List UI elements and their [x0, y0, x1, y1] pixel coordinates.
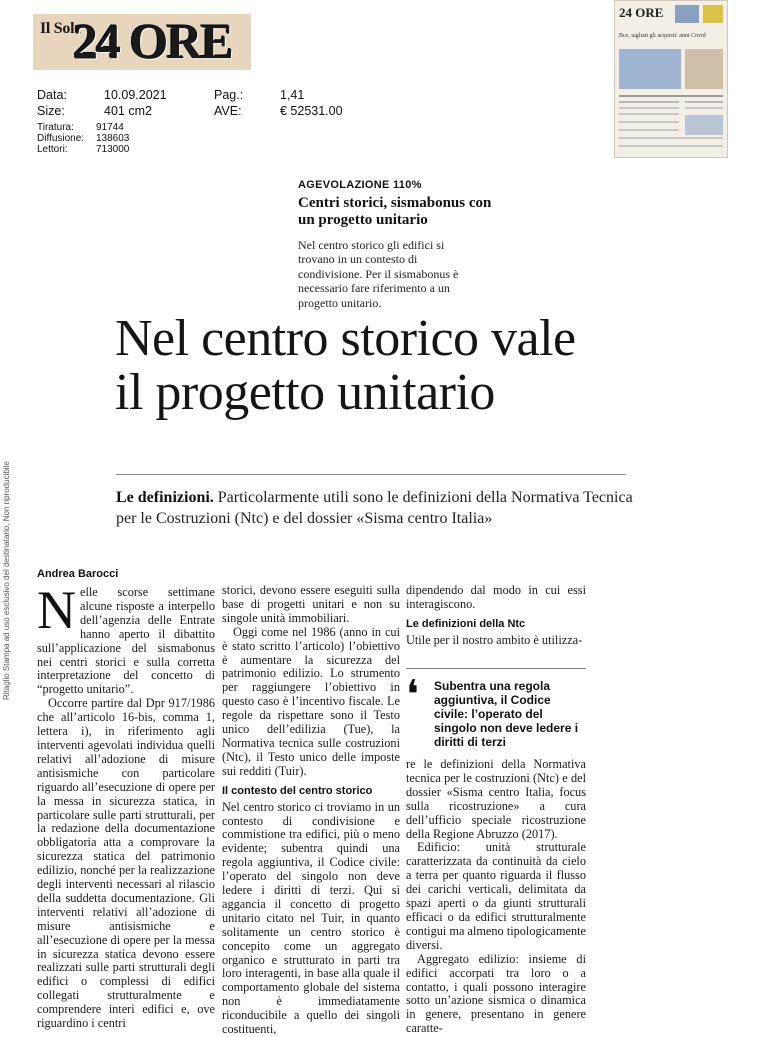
- article-column-1: [37, 580, 215, 1031]
- meta-ave-value: € 52531.00: [280, 104, 343, 118]
- article-headline: [115, 312, 715, 420]
- front-page-thumbnail: [614, 0, 728, 158]
- meta-size-value: 401 cm2: [104, 104, 152, 118]
- paragraph: dipendendo dal modo in cui essi interagiscono.: [406, 583, 586, 611]
- paragraph: Nel centro storico ci troviamo in un contesto di condivisione e commistione tra edifici, più o meno evidente; subentra quindi una regola aggiuntiva, il Codice civile: l’operato del singolo non deve ledere i diritti di terzi. Qui si aggancia il concetto di progetto unitario citato nel Tuir, in quanto solitamente un centro storico è concepito come un aggregato organico e strutturato in parti tra loro interagenti, in base alla quale il comportamento globale del sistema non è immediatamente riconducibile a quello dei singoli costituenti,: [222, 799, 400, 1037]
- copyright-side-note: Ritaglio Stampa ad uso esclusivo del destinatario, Non riproducibile: [2, 461, 11, 700]
- masthead-logo: [33, 14, 251, 70]
- article-kicker: AGEVOLAZIONE 110%: [298, 179, 422, 191]
- thumbnail-headline: Bce, tagliati gli acquisti: anni Covid: [619, 33, 706, 39]
- quote-mark-icon: ❛: [406, 672, 419, 717]
- drop-cap: N: [37, 580, 76, 640]
- section-heading: Il contesto del centro storico: [222, 784, 373, 797]
- paragraph: re le definizioni della Normativa tecnica per le costruzioni (Ntc) e del dossier «Sisma centro Italia, focus sulla ricostruzione» a cura dell’ufficio speciale ricostruzione della Regione Abruzzo (2017).: [406, 757, 586, 841]
- article-column-3: [406, 584, 586, 648]
- headline-line-2: il progetto unitario: [115, 364, 495, 421]
- article-summary: Nel centro storico gli edifici si trovano in un contesto di condivisione. Per il sismabonus è necessario fare riferimento a un progetto unitario.: [298, 238, 459, 310]
- thumbnail-photo: [619, 49, 681, 89]
- paragraph: Occorre partire dal Dpr 917/1986 che all’articolo 16-bis, comma 1, lettera i), in riferimento agli interventi agevolati individua quelli relativi all’adozione di misure antisismiche con particolare riguardo all’esecuzione di opere per la messa in sicurezza statica, in particolare sulle parti strutturali, per la redazione della documentazione obbligatoria atta a comprovare la sicurezza statica del patrimonio edilizio, nonché per la realizzazione degli interventi necessari al rilascio della suddetta documentazione. Gli interventi relativi all’adozione di misure antisismiche e all’esecuzione di opere per la messa in sicurezza statica devono essere realizzati sulle parti strutturali degli edifici o complessi di edifici collegati strutturalmente e comprendere interi edifici e, ove riguardino i centri: [37, 696, 215, 1031]
- author-byline: Andrea Barocci: [37, 568, 119, 580]
- section-heading: Le definizioni della Ntc: [406, 617, 526, 630]
- deck-text: Particolarmente utili sono le definizioni della Normativa Tecnica per le Costruzioni (Ntc) e del dossier «Sisma centro Italia»: [116, 489, 633, 527]
- pull-quote: [406, 668, 586, 755]
- meta-tiratura-label: Tiratura:: [37, 122, 74, 133]
- article-subtitle: Centri storici, sismabonus con un progetto unitario: [298, 195, 492, 228]
- meta-pag-value: 1,41: [280, 88, 305, 102]
- meta-lettori-label: Lettori:: [37, 144, 68, 155]
- article-column-2: [222, 584, 400, 1037]
- paragraph: Oggi come nel 1986 (anno in cui è stato scritto l’articolo) l’obiettivo è aumentare la sicurezza del patrimonio edilizio. Lo strumento per raggiungere l’obiettivo in questo caso è l’incentivo fiscale. Le regole da rispettare sono il Testo unico dell’edilizia (Tue), la Normativa tecnica sulle costruzioni (Ntc), il Testo unico delle imposte sui redditi (Tuir).: [222, 624, 400, 778]
- paragraph: storici, devono essere eseguiti sulla base di progetti unitari e non su singole unità immobiliari.: [222, 583, 400, 625]
- article-deck: [116, 487, 636, 529]
- meta-lettori-value: 713000: [96, 144, 130, 155]
- meta-data-label: Data:: [37, 88, 67, 102]
- paragraph: Utile per il nostro ambito è utilizza-: [406, 632, 583, 647]
- meta-pag-label: Pag.:: [214, 88, 244, 102]
- paragraph: Edificio: unità strutturale caratterizzata da continuità da cielo a terra per quanto riguarda il flusso dei carichi verticali, delimitata da spazi aperti o da giunti strutturali efficaci o da edifici strutturalmente contigui ma almeno tipologicamente diversi.: [406, 840, 586, 952]
- meta-tiratura-value: 91744: [96, 122, 124, 133]
- meta-ave-label: AVE:: [214, 104, 242, 118]
- masthead-big-text: 24 ORE: [73, 13, 232, 69]
- paragraph: elle scorse settimane alcune risposte a interpello dell’agenzia delle Entrate hanno aperto il dibattito sull’applicazione del sismabonus nei centri storici e sulla corretta interpretazione del concetto di “progetto unitario”.: [37, 585, 215, 697]
- thumbnail-image: [703, 5, 723, 23]
- meta-size-label: Size:: [37, 104, 65, 118]
- meta-data-value: 10.09.2021: [104, 88, 167, 102]
- thumbnail-logo: 24 ORE: [619, 5, 664, 20]
- meta-diffusione-value: 138603: [96, 133, 130, 144]
- deck-lead: Le definizioni.: [116, 489, 214, 506]
- masthead-small-text: Il Sole: [40, 20, 82, 37]
- meta-diffusione-label: Diffusione:: [37, 133, 85, 144]
- thumbnail-photo: [685, 49, 723, 89]
- article-column-3-continued: [406, 758, 586, 1036]
- thumbnail-image: [675, 5, 699, 23]
- thumbnail-photo: [685, 115, 723, 135]
- pull-quote-text: Subentra una regola aggiuntiva, il Codice civile: l’operato del singolo non deve ledere i diritti di terzi: [434, 679, 579, 749]
- divider: [116, 474, 626, 475]
- headline-line-1: Nel centro storico vale: [115, 310, 576, 367]
- paragraph: Aggregato edilizio: insieme di edifici accorpati tra loro o a contatto, i quali possono interagire sotto un’azione sismica o dinamica in genere, presentano in genere caratte-: [406, 951, 586, 1036]
